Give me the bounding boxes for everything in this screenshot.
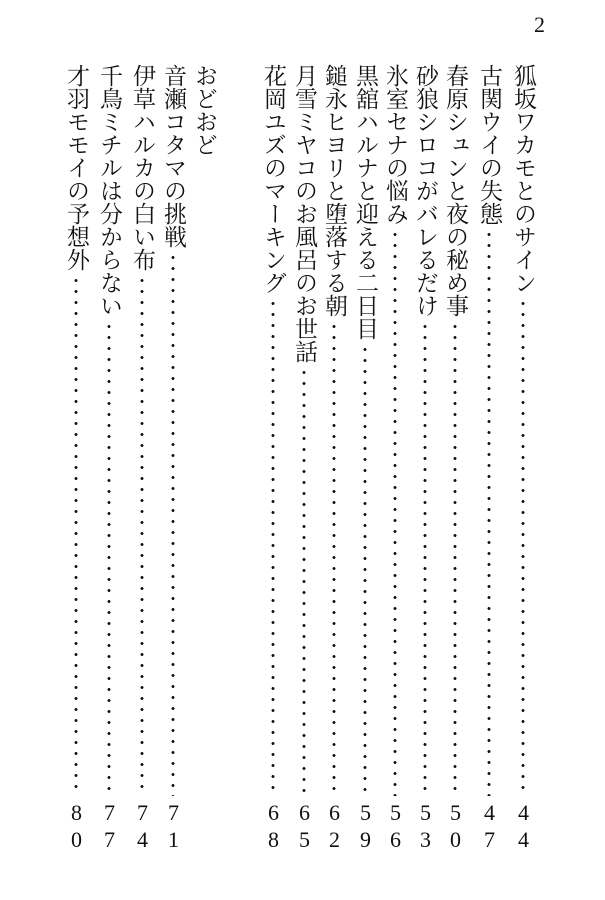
toc-entry-title: 鎚永ヒヨリと堕落する朝: [321, 64, 347, 317]
toc-entry-michiru[interactable]: [95, 64, 123, 854]
toc-entry-page-number: 59: [353, 800, 378, 854]
table-of-contents: [0, 64, 605, 854]
toc-entry-kotama[interactable]: [159, 64, 187, 854]
toc-entry-page-number: 62: [322, 800, 347, 854]
toc-entry-title: 春原シュンと夜の秘め事: [442, 64, 468, 317]
toc-entry-page-number: 68: [261, 800, 286, 854]
toc-entry-page-number: 65: [292, 800, 317, 854]
toc-entry-title: おどおど: [191, 64, 217, 156]
toc-entry-page-number: 47: [477, 800, 502, 854]
toc-entry-sena[interactable]: [381, 64, 409, 854]
toc-entry-shiroko[interactable]: [411, 64, 439, 854]
toc-entry-page-number: 71: [161, 800, 186, 854]
toc-entry-title: 花岡ユズのマーキング: [260, 64, 286, 294]
toc-entry-title: 月雪ミヤコのお風呂のお世話: [291, 64, 317, 363]
dot-leader: [290, 367, 318, 796]
toc-entry-title: 音瀬コタマの挑戦: [160, 64, 186, 248]
dot-leader: [95, 321, 123, 796]
toc-entry-title: 才羽モモイの予想外: [63, 64, 89, 271]
toc-entry-hiyori[interactable]: [320, 64, 348, 854]
toc-entry-shun[interactable]: [441, 64, 469, 854]
dot-leader: [320, 321, 348, 796]
dot-leader: [475, 229, 503, 796]
toc-entry-title: 古関ウイの失態: [476, 64, 502, 225]
toc-entry-title: 狐坂ワカモとのサイン: [510, 64, 536, 294]
toc-entry-title: 砂狼シロコがバレるだけ: [412, 64, 438, 317]
toc-entry-momoi[interactable]: [62, 64, 90, 854]
toc-entry-haruna[interactable]: [351, 64, 379, 854]
toc-entry-wakamo[interactable]: [509, 64, 537, 854]
page-number: 2: [534, 12, 545, 37]
toc-entry-page-number: 80: [64, 800, 89, 854]
toc-entry-haruka[interactable]: [128, 64, 156, 854]
toc-section-heading[interactable]: [190, 64, 218, 854]
toc-entry-miyako[interactable]: [290, 64, 318, 854]
dot-leader: [62, 275, 90, 796]
dot-leader: [159, 252, 187, 796]
dot-leader: [351, 344, 379, 796]
toc-entry-page-number: 50: [443, 800, 468, 854]
toc-entry-title: 黒舘ハルナと迎える二日目: [352, 64, 378, 340]
toc-entry-page-number: 77: [97, 800, 122, 854]
dot-leader: [381, 229, 409, 796]
dot-leader: [259, 298, 287, 796]
toc-entry-page-number: 53: [413, 800, 438, 854]
toc-entry-yuzu[interactable]: [259, 64, 287, 854]
toc-entry-title: 氷室セナの悩み: [382, 64, 408, 225]
toc-entry-ui[interactable]: [475, 64, 503, 854]
toc-entry-title: 千鳥ミチルは分からない: [96, 64, 122, 317]
dot-leader: [411, 321, 439, 796]
toc-entry-title: 伊草ハルカの白い布: [129, 64, 155, 271]
dot-leader: [441, 321, 469, 796]
toc-entry-page-number: 56: [383, 800, 408, 854]
toc-entry-page-number: 44: [511, 800, 536, 854]
toc-entry-page-number: 74: [130, 800, 155, 854]
dot-leader: [128, 275, 156, 796]
dot-leader: [509, 298, 537, 796]
